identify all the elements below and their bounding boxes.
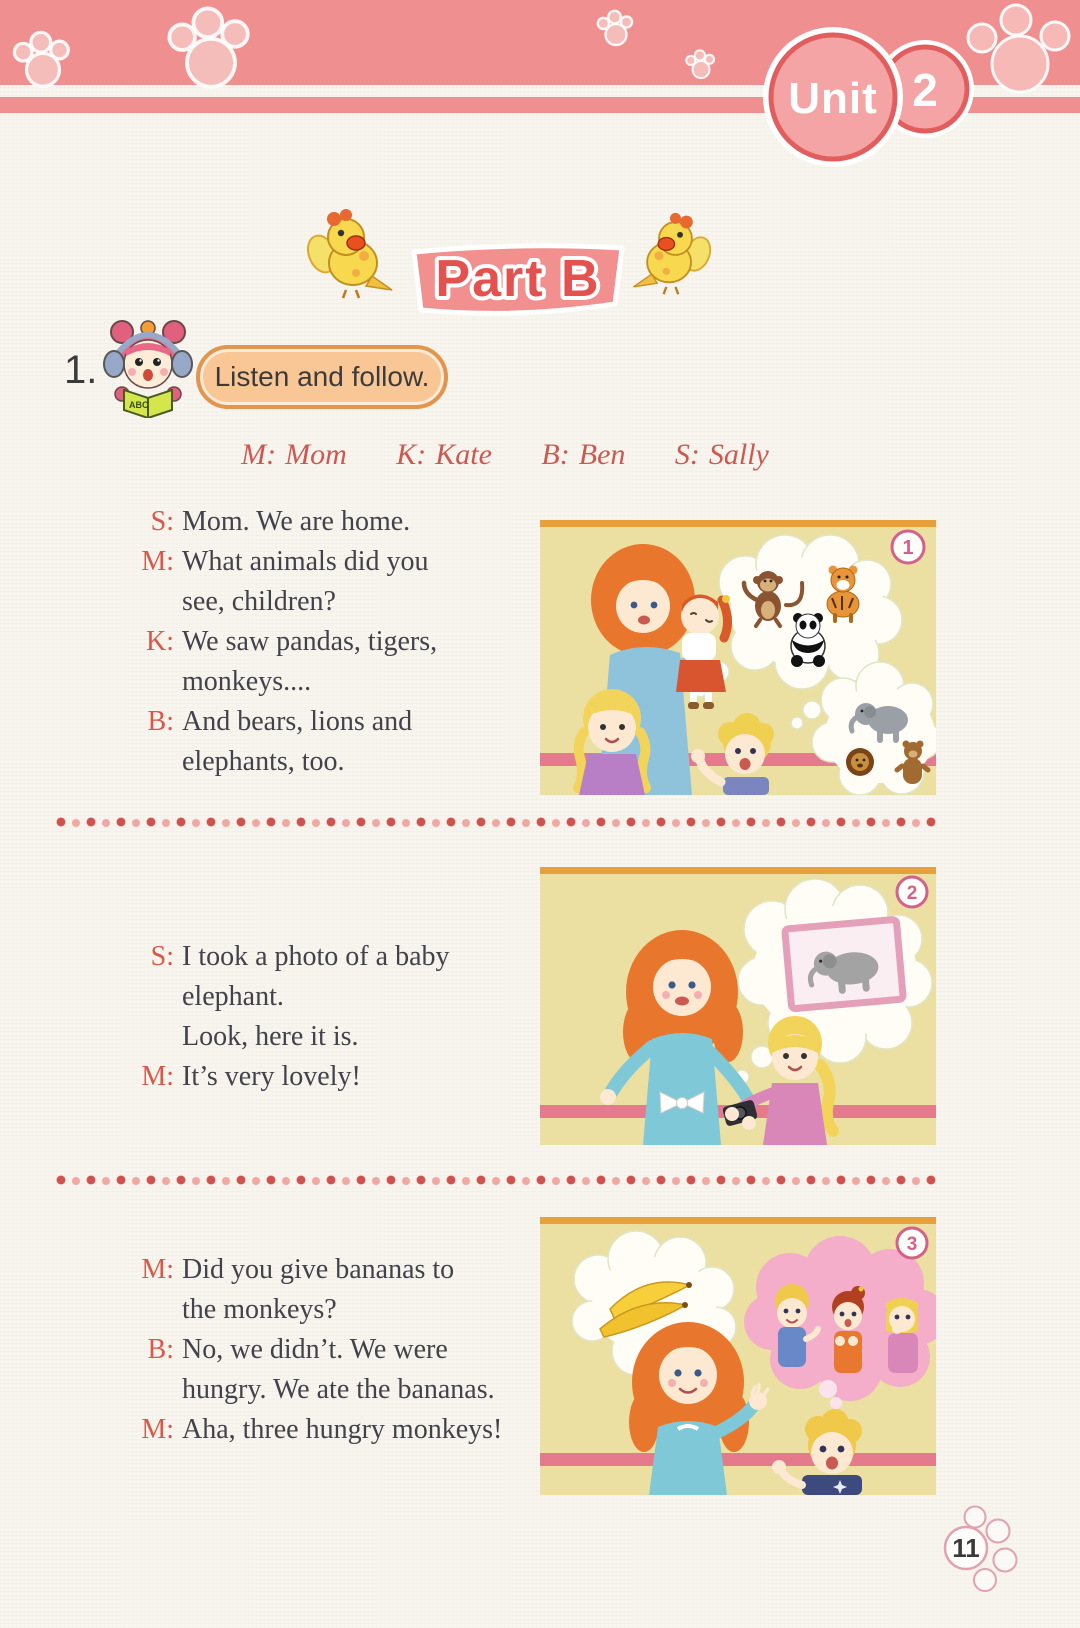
panel-number: 3 — [906, 1234, 918, 1255]
panel-number: 2 — [906, 883, 918, 904]
legend-item-ben: B: Ben — [541, 438, 626, 471]
dialogue-3 — [132, 1250, 502, 1450]
dialogue-line: S: Mom. We are home. — [150, 506, 411, 537]
panda-figure — [791, 613, 825, 667]
memory-girl-blonde-figure — [886, 1298, 918, 1373]
dotted-divider — [55, 816, 937, 828]
bird-icon — [628, 210, 712, 298]
elephant-photo — [785, 919, 904, 1008]
panel-number: 1 — [902, 537, 914, 559]
activity-number: 1. — [64, 348, 98, 392]
panel-number-badge — [897, 877, 927, 907]
legend-item-sally: S: Sally — [674, 438, 769, 471]
panel-number-badge — [892, 531, 924, 563]
legend-item-mom: M: Mom — [241, 438, 347, 471]
paw-print-icon — [595, 8, 637, 50]
dialogue-2 — [132, 937, 450, 1097]
dialogue-line: M: Did you give bananas to — [141, 1254, 455, 1285]
paw-print-icon — [10, 28, 76, 94]
dialogue-line: monkeys.... — [182, 666, 312, 697]
story-panel-1 — [540, 520, 936, 795]
page-number: 11 — [952, 1533, 980, 1563]
part-banner-label: Part B — [435, 250, 601, 308]
unit-badge — [755, 22, 980, 174]
panel-number-badge — [897, 1228, 927, 1258]
unit-label: Unit — [788, 74, 878, 123]
dialogue-1 — [132, 502, 437, 782]
dialogue-line: M: What animals did you — [141, 546, 429, 577]
dialogue-line: K: We saw pandas, tigers, — [146, 626, 438, 657]
paw-print-icon — [163, 2, 259, 98]
instruction-label: Listen and follow. — [214, 361, 430, 392]
story-panel-3 — [540, 1217, 936, 1495]
dialogue-line: Look, here it is. — [182, 1021, 359, 1052]
instruction-pill — [196, 345, 448, 409]
dialogue-line: M: It’s very lovely! — [141, 1061, 361, 1092]
dialogue-line: B: And bears, lions and — [147, 706, 413, 737]
paw-print-icon — [684, 48, 718, 82]
page-number-badge — [912, 1498, 1022, 1598]
dialogue-line: elephant. — [182, 981, 284, 1012]
dialogue-line: elephants, too. — [182, 746, 345, 777]
mascot-book-text: ABC — [129, 400, 149, 410]
lion-figure — [846, 748, 874, 776]
part-banner — [402, 232, 634, 324]
unit-label-circle — [763, 27, 903, 167]
dialogue-line: the monkeys? — [182, 1294, 337, 1325]
story-panel-2 — [540, 867, 936, 1145]
dialogue-line: S: I took a photo of a baby — [150, 941, 450, 972]
dialogue-line: B: No, we didn’t. We were — [147, 1334, 448, 1365]
legend-item-kate: K: Kate — [396, 438, 492, 471]
bird-icon — [306, 206, 398, 302]
character-legend — [0, 438, 1010, 472]
listening-mascot-icon — [98, 306, 198, 418]
dialogue-line: hungry. We ate the bananas. — [182, 1374, 495, 1405]
dialogue-line: M: Aha, three hungry monkeys! — [141, 1414, 503, 1445]
unit-number: 2 — [912, 64, 938, 116]
dotted-divider — [55, 1174, 937, 1186]
dialogue-line: see, children? — [182, 586, 336, 617]
